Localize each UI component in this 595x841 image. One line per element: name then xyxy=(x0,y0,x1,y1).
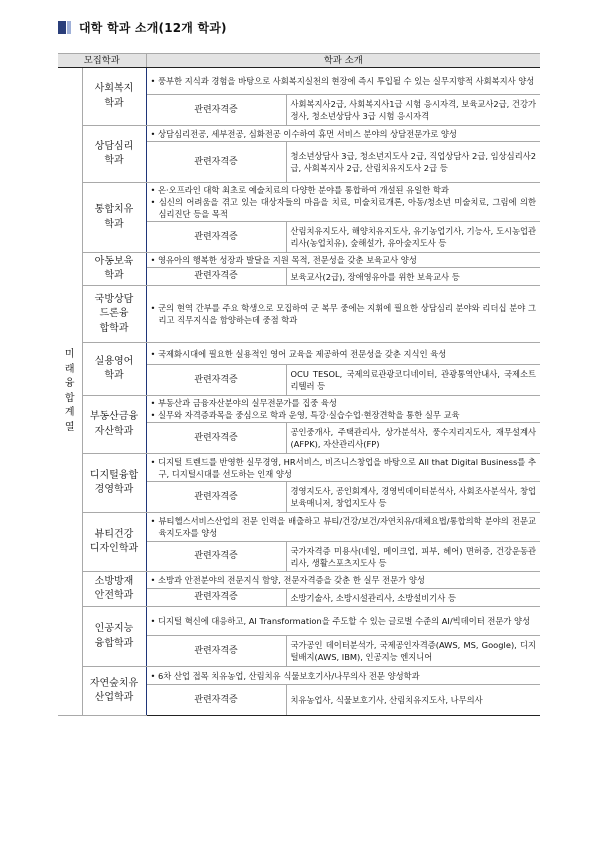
description-bullet: • 실무와 자격증과목을 중심으로 학과 운영, 특강·실습수업·현장견학을 통한 실무 교육 xyxy=(150,410,460,421)
cert-list: 산림치유지도사, 해양치유지도사, 유기농업기사, 기능사, 도시농업관리사(농업치유), 숲해설가, 유아숲지도사 등 xyxy=(286,222,540,253)
cert-label: 관련자격증 xyxy=(146,365,286,396)
department-name-line: 학과 xyxy=(104,270,124,282)
department-name-line: 뷰티건강 xyxy=(94,528,134,540)
department-name xyxy=(82,126,146,183)
title-marker-accent xyxy=(67,21,71,34)
category-char: 열 xyxy=(64,421,75,433)
cert-label: 관련자격증 xyxy=(146,423,286,454)
department-name xyxy=(82,513,146,572)
department-row xyxy=(58,396,540,423)
description-bullet: • 뷰티헬스서비스산업의 전문 인력을 배출하고 뷰티/건강/보건/자연치유/대체요법/통합의학 분야의 전문교육지도자를 양성 xyxy=(150,516,537,539)
department-name-line: 상담심리 xyxy=(94,140,134,152)
cert-list: 국가자격증 미용사(네일, 메이크업, 피부, 헤어) 면허증, 건강운동관리사, 생활스포츠지도사 등 xyxy=(286,542,540,572)
cert-list: 사회복지사2급, 사회복지사1급 시험 응시자격, 보육교사2급, 건강가정사, 청소년상담사 3급 시험 응시자격 xyxy=(286,95,540,126)
department-name xyxy=(82,572,146,607)
description-bullet: • 부동산과 금융자산분야의 실무전문가를 집중 육성 xyxy=(150,398,337,409)
department-row xyxy=(58,607,540,636)
table-header-row xyxy=(58,54,540,68)
department-description xyxy=(146,343,540,365)
department-name-line: 경영학과 xyxy=(94,484,134,496)
cert-label: 관련자격증 xyxy=(146,95,286,126)
department-name-line: 학과 xyxy=(104,370,124,382)
description-bullet: • 군의 현역 간부를 주요 학생으로 모집하여 군 복무 중에는 지휘에 필요한 상담심리 분야와 리더십 분야 그리고 직무지식을 함양하는데 중점 학과 xyxy=(150,303,537,326)
department-name-line: 디자인학과 xyxy=(89,543,139,555)
cert-label: 관련자격증 xyxy=(146,542,286,572)
department-name xyxy=(82,607,146,667)
title-marker-icon xyxy=(58,21,66,34)
department-description xyxy=(146,607,540,636)
cert-label: 관련자격증 xyxy=(146,589,286,607)
department-name xyxy=(82,667,146,716)
department-name xyxy=(82,396,146,454)
cert-list: 보육교사(2급), 장애영유아를 위한 보육교사 등 xyxy=(286,268,540,286)
department-description xyxy=(146,396,540,423)
department-name-line: 드론융 xyxy=(99,308,129,320)
category-cell xyxy=(58,68,82,716)
department-description xyxy=(146,183,540,222)
description-bullet: • 풍부한 지식과 경험을 바탕으로 사회복지실천의 현장에 즉시 투입될 수 있는 실무지향적 사회복지사 양성 xyxy=(150,76,535,87)
department-description xyxy=(146,68,540,95)
description-bullet: • 온·오프라인 대학 최초로 예술치료의 다양한 분야를 통합하여 개설된 유일한 학과 xyxy=(150,185,449,196)
cert-list: OCU TESOL, 국제의료관광코디네이터, 관광통역안내사, 국제소트리텔러 등 xyxy=(286,365,540,396)
department-row xyxy=(58,126,540,142)
description-bullet: • 소방과 안전분야의 전문지식 함양, 전문자격증을 갖춘 한 실무 전문가 양성 xyxy=(150,575,425,586)
department-name-line: 실용영어 xyxy=(94,355,134,367)
department-name-line: 학과 xyxy=(104,218,124,230)
department-name-line: 학과 xyxy=(104,97,124,109)
cert-label: 관련자격증 xyxy=(146,482,286,513)
section-title-text: 대학 학과 소개(12개 학과) xyxy=(79,20,227,35)
department-description xyxy=(146,454,540,482)
department-name-line: 학과 xyxy=(104,155,124,167)
cert-label: 관련자격증 xyxy=(146,636,286,667)
department-description xyxy=(146,126,540,142)
department-name-line: 자산학과 xyxy=(94,425,134,437)
description-bullet: • 디지털 트렌드를 반영한 실무경영, HR서비스, 비즈니스창업을 바탕으로 All that Digital Business를 추구, 디지털시대를 선도하는 인재 양성 xyxy=(150,456,537,479)
department-name-line: 사회복지 xyxy=(94,83,134,95)
department-name-line: 자연숲치유 xyxy=(89,677,139,689)
department-table xyxy=(58,53,540,716)
department-row xyxy=(58,513,540,542)
cert-label: 관련자격증 xyxy=(146,268,286,286)
department-description xyxy=(146,513,540,542)
department-name-line: 합학과 xyxy=(99,322,129,334)
department-row xyxy=(58,286,540,343)
description-bullet: • 상담심리전공, 세부전공, 심화전공 이수하여 휴먼 서비스 분야의 상담전문가로 양성 xyxy=(150,128,457,139)
department-row xyxy=(58,343,540,365)
department-row xyxy=(58,667,540,685)
department-name-line: 인공지능 xyxy=(94,623,134,635)
department-description xyxy=(146,667,540,685)
header-dept-intro: 학과 소개 xyxy=(146,54,540,68)
category-char: 미 xyxy=(64,349,75,361)
cert-list: 청소년상담사 3급, 청소년지도사 2급, 직업상담사 2급, 임상심리사2급, 사회복지사 2급, 산림치유지도사 2급 등 xyxy=(286,142,540,183)
category-char: 래 xyxy=(64,363,75,375)
department-name-line: 아동보육 xyxy=(94,255,134,267)
department-name-line: 산업학과 xyxy=(94,692,134,704)
department-name xyxy=(82,253,146,286)
department-row xyxy=(58,253,540,268)
department-row xyxy=(58,183,540,222)
department-name-line: 융합학과 xyxy=(94,637,134,649)
department-description xyxy=(146,286,540,343)
header-recruit-dept: 모집학과 xyxy=(58,54,146,68)
department-name xyxy=(82,343,146,396)
section-title xyxy=(58,16,227,38)
category-char: 계 xyxy=(64,407,75,419)
department-row xyxy=(58,454,540,482)
department-row xyxy=(58,68,540,95)
department-name-line: 국방상담 xyxy=(94,293,134,305)
cert-list: 소방기술사, 소방시설관리사, 소방설비기사 등 xyxy=(286,589,540,607)
department-name-line: 소방방재 xyxy=(94,575,134,587)
department-name xyxy=(82,68,146,126)
cert-list: 치유농업사, 식물보호기사, 산림치유지도사, 나무의사 xyxy=(286,685,540,716)
department-name-line: 안전학과 xyxy=(94,590,134,602)
cert-label: 관련자격증 xyxy=(146,685,286,716)
cert-list: 경영지도사, 공인회계사, 경영빅데이터분석사, 사회조사분석사, 창업보육매니저, 창업지도사 등 xyxy=(286,482,540,513)
department-name-line: 부동산금융 xyxy=(89,411,139,423)
cert-label: 관련자격증 xyxy=(146,142,286,183)
department-name-line: 디지털융합 xyxy=(89,469,139,481)
category-char: 합 xyxy=(64,392,75,404)
description-bullet: • 6차 산업 접목 치유농업, 산림치유 식물보호기사/나무의사 전문 양성학과 xyxy=(150,670,420,681)
department-name xyxy=(82,286,146,343)
description-bullet: • 디지털 혁신에 대응하고, AI Transformation을 주도할 수 있는 글로벌 수준의 AI/빅데이터 전문가 양성 xyxy=(150,616,531,627)
description-bullet: • 국제화시대에 필요한 실용적인 영어 교육을 제공하여 전문성을 갖춘 지식인 육성 xyxy=(150,348,447,359)
department-name xyxy=(82,183,146,253)
department-name-line: 통합치유 xyxy=(94,204,134,216)
cert-label: 관련자격증 xyxy=(146,222,286,253)
department-description xyxy=(146,253,540,268)
description-bullet: • 심신의 어려움을 겪고 있는 대상자들의 마음을 치료, 미술치료개론, 아동/청소년 미술치료, 그림에 의한 심리진단 등을 목적 xyxy=(150,197,537,220)
description-bullet: • 영유아의 행복한 성장과 발달을 지원 목적, 전문성을 갖춘 보육교사 양성 xyxy=(150,255,417,266)
category-char: 융 xyxy=(64,378,75,390)
department-description xyxy=(146,572,540,589)
cert-list: 국가공인 데이터분석가, 국제공인자격증(AWS, MS, Google), 디지털배지(AWS, IBM), 인공지능 엔지니어 xyxy=(286,636,540,667)
department-name xyxy=(82,454,146,513)
cert-list: 공인중개사, 주택관리사, 상가분석사, 풍수지리지도사, 재무설계사(AFPK), 자산관리사(FP) xyxy=(286,423,540,454)
department-row xyxy=(58,572,540,589)
